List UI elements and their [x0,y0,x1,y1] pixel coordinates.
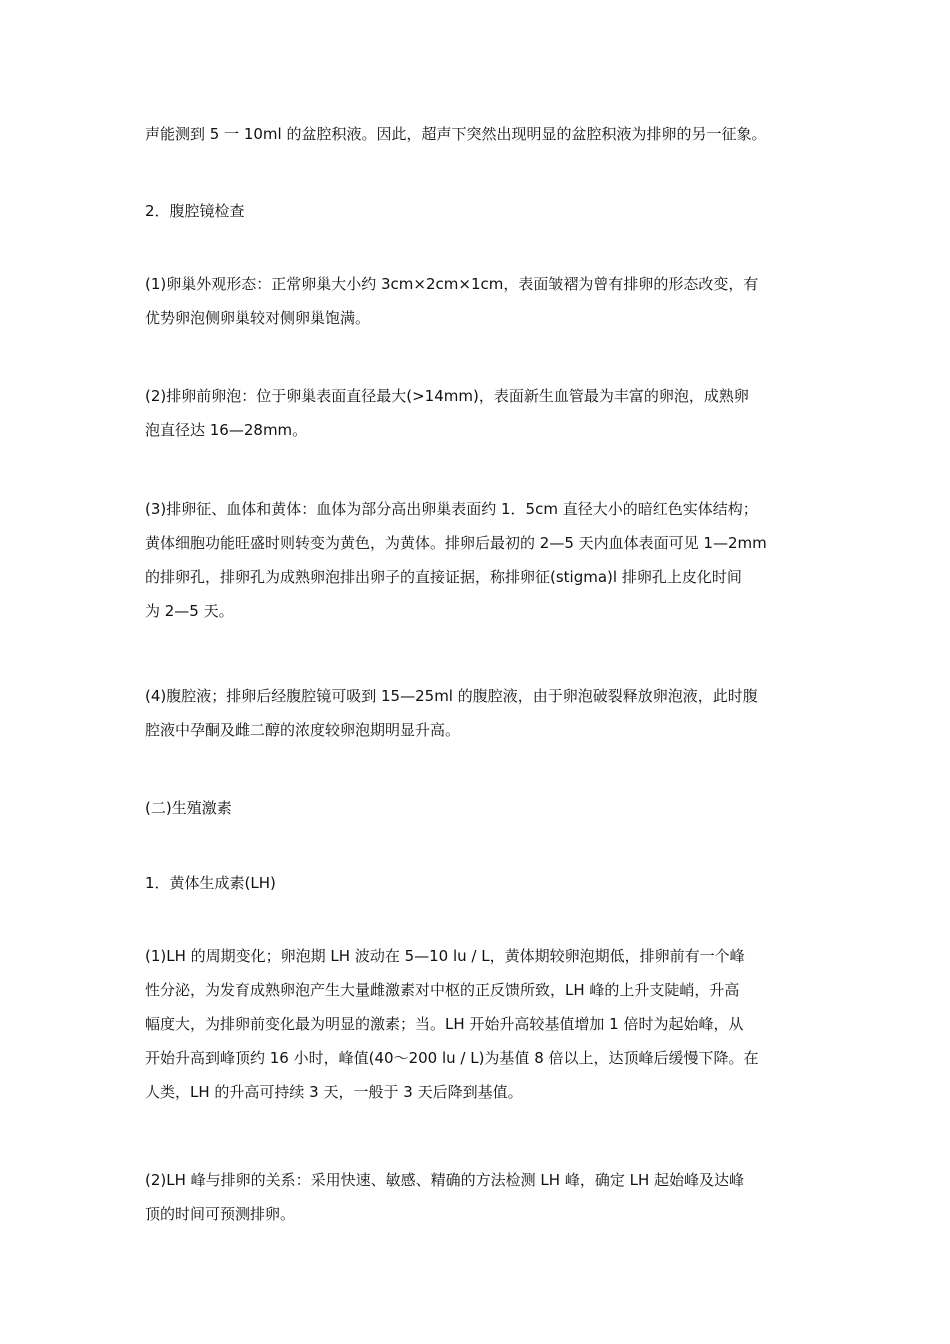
text-line: 1．黄体生成素(LH) [145,874,276,892]
text-line: 黄体细胞功能旺盛时则转变为黄色，为黄体。排卵后最初的 2—5 天内血体表面可见 1—2mm [145,534,767,552]
section-heading-laparoscopy [145,194,810,228]
paragraph-ovulation-sign [145,492,810,628]
text-line: (4)腹腔液；排卵后经腹腔镜可吸到 15—25ml 的腹腔液，由于卵泡破裂释放卵泡液，此时腹 [145,687,758,705]
text-line: (二)生殖激素 [145,799,232,817]
section-heading-lh [145,866,810,900]
text-line: (1)卵巢外观形态：正常卵巢大小约 3cm×2cm×1cm，表面皱褶为曾有排卵的形态改变，有 [145,275,759,293]
text-line: 泡直径达 16—28mm。 [145,421,308,439]
text-line: 人类，LH 的升高可持续 3 天，一般于 3 天后降到基值。 [145,1083,523,1101]
text-line: (3)排卵征、血体和黄体：血体为部分高出卵巢表面约 1．5cm 直径大小的暗红色实体结构； [145,500,758,518]
text-line: 开始升高到峰顶约 16 小时，峰值(40～200 lu / L)为基值 8 倍以上，达顶峰后缓慢下降。在 [145,1049,759,1067]
text-line: 2．腹腔镜检查 [145,202,245,220]
text-line: 优势卵泡侧卵巢较对侧卵巢饱满。 [145,309,371,327]
paragraph-preovulatory-follicle [145,379,810,447]
text-line: (1)LH 的周期变化；卵泡期 LH 波动在 5—10 lu / L，黄体期较卵泡期低，排卵前有一个峰 [145,947,745,965]
text-line: 顶的时间可预测排卵。 [145,1205,296,1223]
text-line: (2)LH 峰与排卵的关系：采用快速、敏感、精确的方法检测 LH 峰，确定 LH 起始峰及达峰 [145,1171,745,1189]
text-line: 为 2—5 天。 [145,602,234,620]
paragraph-peritoneal-fluid [145,679,810,747]
text-line: 腔液中孕酮及雌二醇的浓度较卵泡期明显升高。 [145,721,461,739]
paragraph-lh-cycle [145,939,810,1109]
text-line: 幅度大，为排卵前变化最为明显的激素；当。LH 开始升高较基值增加 1 倍时为起始峰，从 [145,1015,744,1033]
paragraph-ovary-appearance [145,267,810,335]
text-line: 的排卵孔，排卵孔为成熟卵泡排出卵子的直接证据，称排卵征(stigma)l 排卵孔上皮化时间 [145,568,742,586]
text-line: 性分泌，为发育成熟卵泡产生大量雌激素对中枢的正反馈所致，LH 峰的上升支陡峭，升高 [145,981,740,999]
paragraph-pelvic-fluid [145,117,810,151]
text-line: (2)排卵前卵泡：位于卵巢表面直径最大(>14mm)，表面新生血管最为丰富的卵泡，成熟卵 [145,387,749,405]
text-line: 声能测到 5 一 10ml 的盆腔积液。因此，超声下突然出现明显的盆腔积液为排卵的另一征象。 [145,125,767,143]
section-heading-reproductive-hormones [145,791,810,825]
paragraph-lh-peak-ovulation [145,1163,810,1231]
